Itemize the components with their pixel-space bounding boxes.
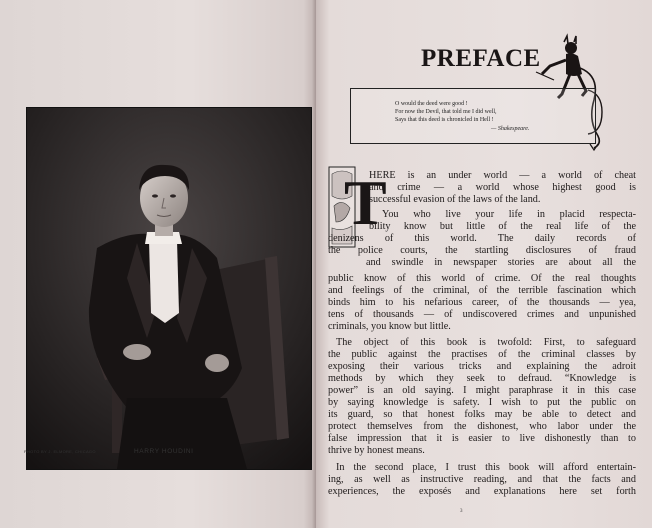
portrait-photo (26, 107, 312, 470)
drop-cap-letter: T (344, 167, 387, 238)
body-text-line: and swindle in newspaper stories are about all the (366, 257, 636, 268)
photo-caption: HARRY HOUDINI (134, 448, 194, 455)
body-text-line: You who live your life in placid respecta- (382, 209, 636, 220)
body-text-line: tens of thousands — of undiscovered crimes and unpunished (328, 309, 636, 320)
body-text-line: thrive by honest means. (328, 445, 425, 456)
body-text-line: In the second place, I trust this book will afford entertain- (336, 462, 636, 473)
body-text-line: binds him to his nefarious career, of the thousands — yea, (328, 297, 636, 308)
body-text-line: HERE is an under world — a world of cheat (369, 170, 636, 181)
body-text-line: protect themselves from the dishonest, who labor under the (328, 421, 636, 432)
body-text-line: bility know but little of the real life of the (369, 221, 636, 232)
epigraph-line: O would the deed were good ! (395, 101, 468, 107)
body-text-line: criminals, you know but little. (328, 321, 451, 332)
body-text-line: The object of this book is twofold: First, to safeguard (336, 337, 636, 348)
body-text-line: denizens of this world. The daily records of (328, 233, 636, 244)
epigraph-line: Says that this deed is chronicled in Hell ! (395, 117, 494, 123)
epigraph-attribution: — Shakespeare. (491, 126, 530, 132)
body-text-line: methods by which they seek to defraud. “Knowledge is (328, 373, 636, 384)
body-text-line: its guard, so that honest folks may be able to detect and (328, 409, 636, 420)
body-text-line: and feelings of the criminal, of the terrible fascination which (328, 285, 636, 296)
body-text-line: and crime — a world whose highest good is (369, 182, 636, 193)
body-text-line: exposing their various tricks and explaining the adroit (328, 361, 636, 372)
page-title: PREFACE (421, 45, 541, 72)
body-text-line: by saying knowledge is safety. I wish to put the public on (328, 397, 636, 408)
portrait-illustration (27, 108, 311, 469)
body-text-line: ing, as well as instructive reading, and that the facts and (328, 474, 636, 485)
body-text-line: false impression that it is easier to live dishonestly than to (328, 433, 636, 444)
body-text-line: power” is an old saying. I might paraphrase it in this case (328, 385, 636, 396)
body-text-line: public know of this world of crime. Of the real thoughts (328, 273, 636, 284)
body-text-line: the police courts, the startling disclosures of fraud (328, 245, 636, 256)
left-page (0, 0, 316, 528)
page-number: 3 (460, 509, 463, 514)
epigraph-line: For now the Devil, that told me I did well, (395, 109, 497, 115)
body-text-line: experiences, the exposés and explanations here set forth (328, 486, 636, 497)
photo-credit: PHOTO BY J. ELMORE, CHICAGO (24, 449, 96, 454)
body-text-line: the public against the practises of the criminal classes by (328, 349, 636, 360)
body-text-line: successful evasion of the laws of the land. (369, 194, 541, 205)
epigraph-box (350, 88, 596, 144)
